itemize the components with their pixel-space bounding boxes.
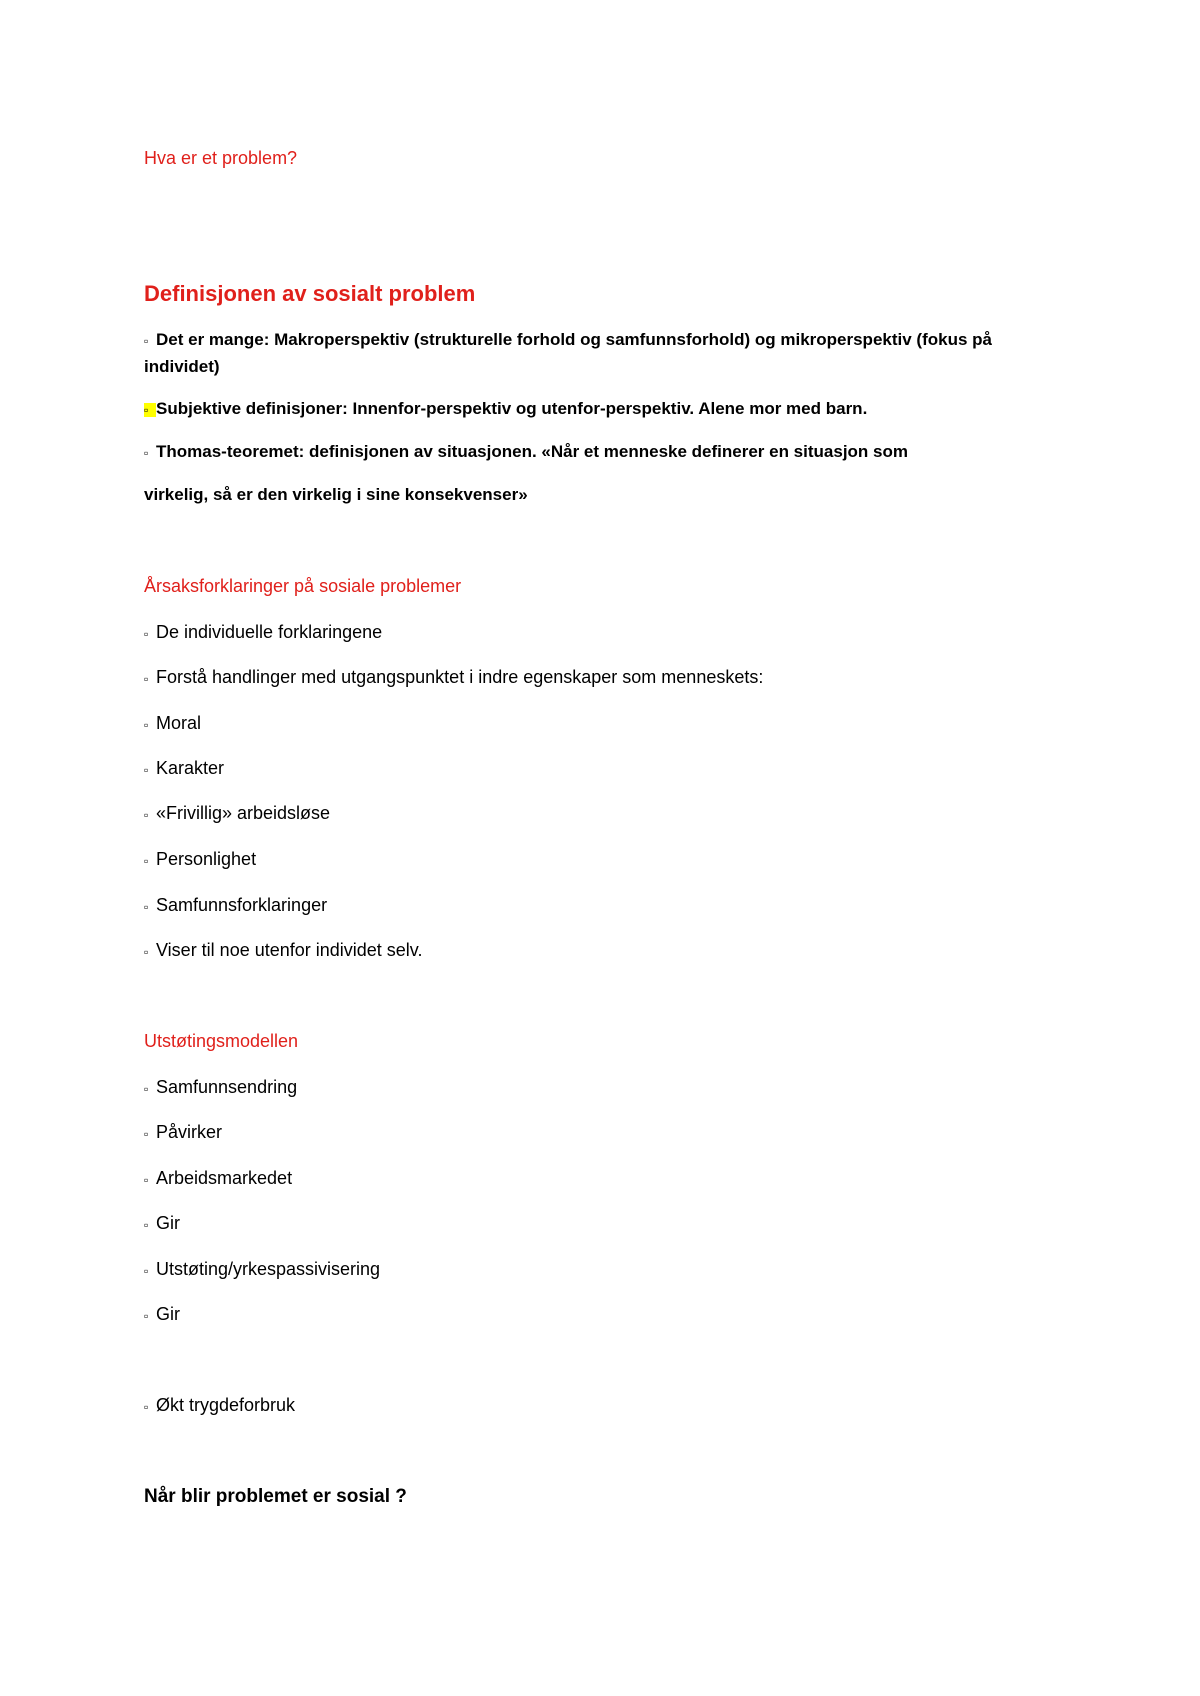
bullet-icon: ▫ [144,718,149,732]
list-item: ▫ Personlighet [144,849,257,869]
list-item: ▫ Økt trygdeforbruk [144,1395,296,1415]
definition-item-continuation: individet) [144,357,220,376]
bullet-icon: ▫ [144,1309,149,1323]
bullet-icon: ▫ [144,854,149,868]
list-item: ▫ «Frivillig» arbeidsløse [144,803,331,823]
list-item: ▫ Forstå handlinger med utgangspunktet i indre egenskaper som menneskets: [144,667,764,687]
list-item: ▫ Arbeidsmarkedet [144,1168,293,1188]
bullet-icon: ▫ [144,446,149,460]
list-item: ▫ Samfunnsendring [144,1077,298,1097]
causes-heading: Årsaksforklaringer på sosiale problemer [144,576,462,596]
exclusion-heading: Utstøtingsmodellen [144,1031,299,1051]
list-item: ▫ Gir [144,1213,180,1233]
bullet-icon: ▫ [144,1127,149,1141]
list-item: ▫ Moral [144,713,202,733]
list-item: ▫ Viser til noe utenfor individet selv. [144,940,423,960]
definition-item: ▫ Det er mange: Makroperspektiv (strukturelle forhold og samfunnsforhold) og mikroperspektiv (fokus på [144,330,992,349]
list-item: ▫ Utstøting/yrkespassivisering [144,1259,381,1279]
bullet-icon: ▫ [144,334,149,348]
bullet-icon: ▫ [144,1082,149,1096]
list-item: ▫ Påvirker [144,1122,223,1142]
question-title: Hva er et problem? [144,148,298,168]
bullet-icon: ▫ [144,808,149,822]
bullet-icon: ▫ [144,900,149,914]
bullet-icon: ▫ [144,672,149,686]
list-item: ▫ De individuelle forklaringene [144,622,383,642]
bullet-icon: ▫ [144,403,156,417]
bullet-icon: ▫ [144,1264,149,1278]
bullet-icon: ▫ [144,945,149,959]
bullet-icon: ▫ [144,1173,149,1187]
bullet-icon: ▫ [144,627,149,641]
definition-item: ▫ Subjektive definisjoner: Innenfor-perspektiv og utenfor-perspektiv. Alene mor med barn. [144,399,868,418]
definition-item-continuation: virkelig, så er den virkelig i sine konsekvenser» [144,485,528,504]
final-question: Når blir problemet er sosial ? [144,1486,407,1507]
list-item: ▫ Karakter [144,758,225,778]
list-item: ▫ Samfunnsforklaringer [144,895,328,915]
bullet-icon: ▫ [144,1400,149,1414]
definition-heading: Definisjonen av sosialt problem [144,281,476,306]
list-item: ▫ Gir [144,1304,180,1324]
bullet-icon: ▫ [144,763,149,777]
definition-item: ▫ Thomas-teoremet: definisjonen av situasjonen. «Når et menneske definerer en situasjon som [144,442,908,461]
bullet-icon: ▫ [144,1218,149,1232]
